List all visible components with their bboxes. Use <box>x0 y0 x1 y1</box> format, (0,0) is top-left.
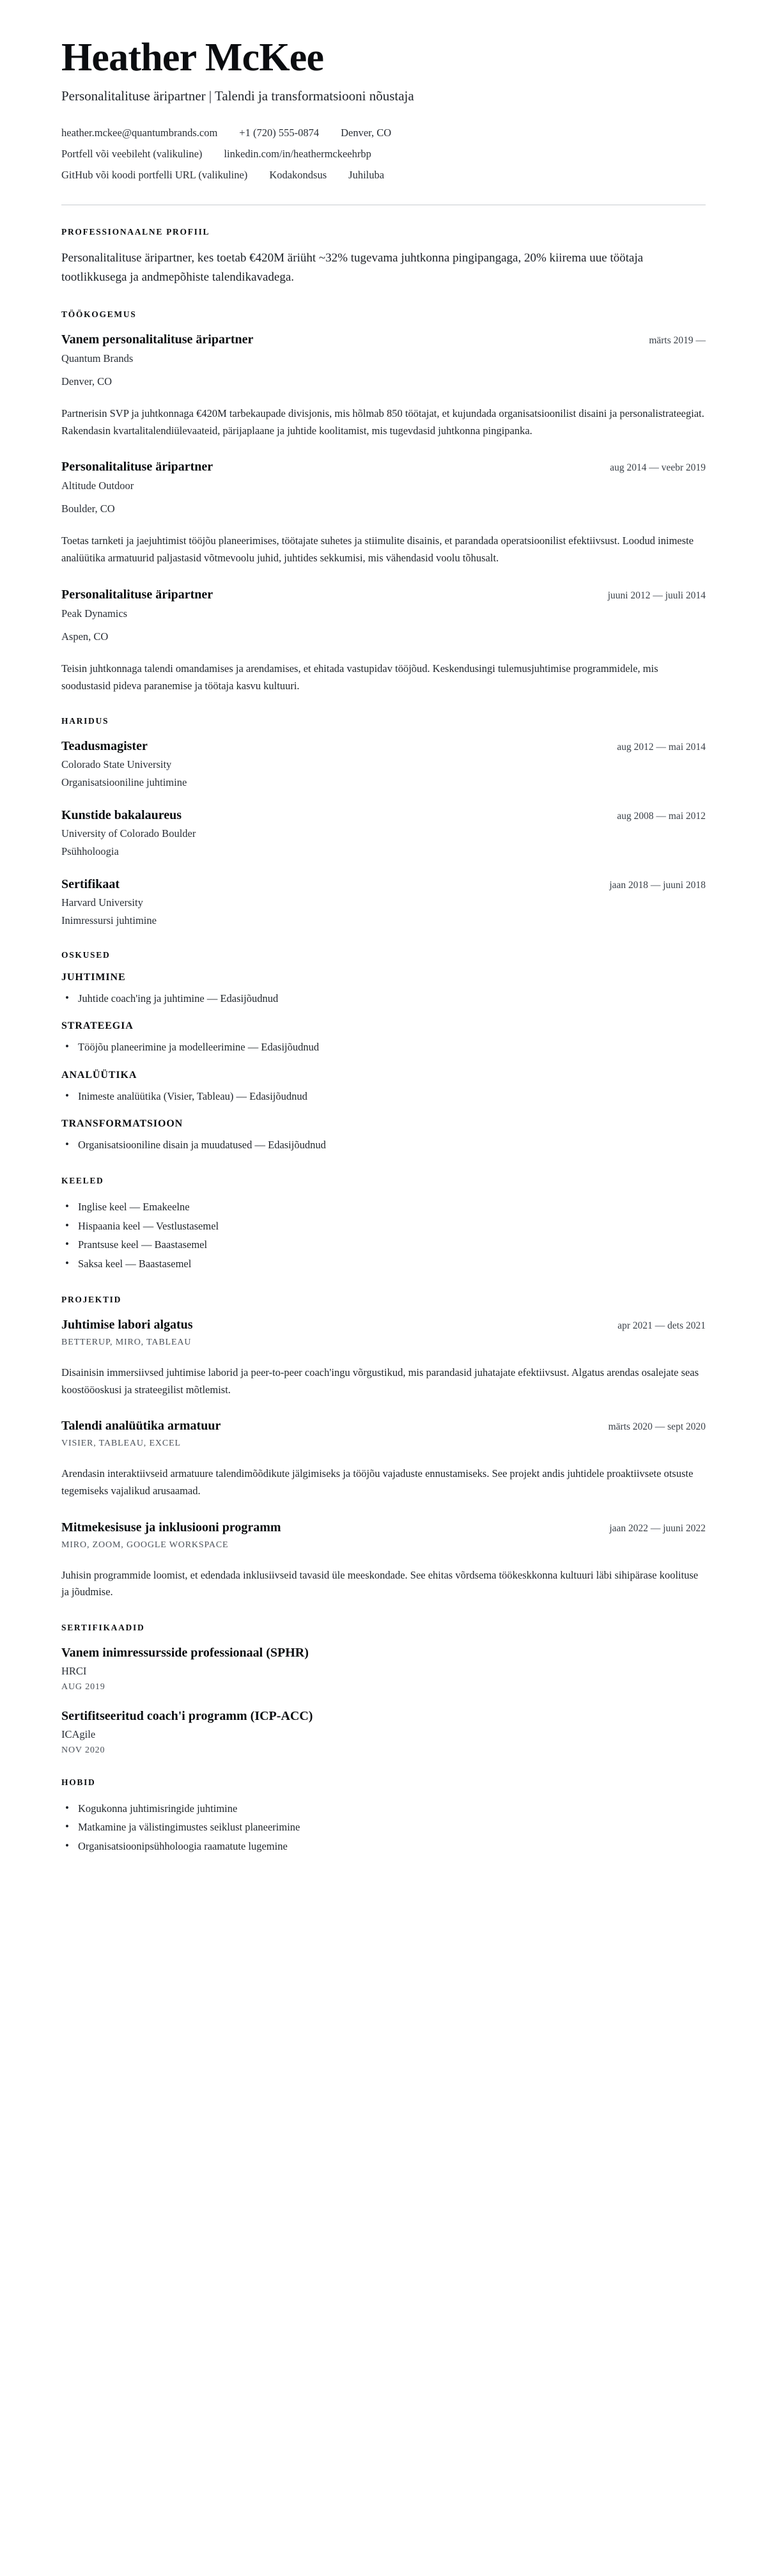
experience-entry <box>61 458 706 567</box>
experience-company: Quantum Brands <box>61 352 134 364</box>
experience-entry-head <box>61 331 706 348</box>
section-languages <box>61 1176 706 1272</box>
contact-email[interactable]: heather.mckee@quantumbrands.com <box>61 126 218 139</box>
education-field: Organisatsiooniline juhtimine <box>61 776 187 789</box>
project-entry-head <box>61 1519 706 1536</box>
contact-portfolio-label: Portfell või veebileht (valikuline) <box>61 147 203 160</box>
project-description: Disainisin immersiivsed juhtimise laborid ja peer-to-peer coach'ingu võrgustikud, mis parandasid juhatajate efektiivsust. Algatus arendas osalejate seas koostööoskusi ja strateegilist mõtlemist. <box>61 1366 699 1396</box>
education-school: University of Colorado Boulder <box>61 827 196 840</box>
education-entry-head <box>61 807 706 824</box>
skill-item: • Inimeste analüütika (Visier, Tableau) — Edasijõudnud <box>78 1087 706 1105</box>
skill-item: • Juhtide coach'ing ja juhtimine — Edasijõudnud <box>78 989 706 1008</box>
education-dates: aug 2008 — mai 2012 <box>617 811 706 822</box>
project-tech: VISIER, TABLEAU, EXCEL <box>61 1439 181 1449</box>
skill-item: • Organisatsiooniline disain ja muudatused — Edasijõudnud <box>78 1136 706 1154</box>
experience-location: Boulder, CO <box>61 503 115 515</box>
education-degree: Kunstide bakalaureus <box>61 808 182 823</box>
section-profile <box>61 227 706 288</box>
project-name: Mitmekesisuse ja inklusiooni programm <box>61 1520 281 1534</box>
contact-github-label: GitHub või koodi portfelli URL (valikuline) <box>61 168 248 181</box>
section-title-languages: KEELED <box>61 1176 104 1186</box>
experience-dates: juuni 2012 — juuli 2014 <box>607 589 706 601</box>
certification-name: Vanem inimressursside professionaal (SPHR) <box>61 1646 309 1660</box>
project-tech: MIRO, ZOOM, GOOGLE WORKSPACE <box>61 1540 229 1550</box>
certification-issuer: HRCI <box>61 1665 87 1678</box>
education-entry-head <box>61 738 706 754</box>
language-item: • Inglise keel — Emakeelne <box>78 1198 706 1216</box>
project-tech: BETTERUP, MIRO, TABLEAU <box>61 1337 192 1347</box>
section-title-education: HARIDUS <box>61 716 109 726</box>
language-list <box>61 1198 706 1272</box>
skill-group <box>61 1118 706 1154</box>
section-title-hobbies: HOBID <box>61 1777 96 1788</box>
section-projects <box>61 1295 706 1601</box>
education-degree: Teadusmagister <box>61 739 148 754</box>
skill-group-name: TRANSFORMATSIOON <box>61 1118 183 1130</box>
skill-item: • Tööjõu planeerimine ja modelleerimine — Edasijõudnud <box>78 1038 706 1056</box>
education-entry-head <box>61 876 706 893</box>
language-item: • Saksa keel — Baastasemel <box>78 1254 706 1273</box>
education-field: Inimressursi juhtimine <box>61 914 157 927</box>
experience-role: Personalitalituse äripartner <box>61 587 213 602</box>
experience-entry-head <box>61 586 706 603</box>
skill-group <box>61 972 706 1008</box>
hobby-list <box>61 1799 706 1855</box>
contact-row-portfolio <box>61 143 706 164</box>
contact-citizenship-label: Kodakondsus <box>269 168 327 181</box>
hobby-item: • Kogukonna juhtimisringide juhtimine <box>78 1799 706 1818</box>
education-entry <box>61 876 706 928</box>
contact-location: Denver, CO <box>341 126 392 139</box>
skill-group-name: STRATEEGIA <box>61 1020 134 1032</box>
experience-dates: märts 2019 — <box>649 334 706 346</box>
project-dates: jaan 2022 — juuni 2022 <box>609 1522 706 1534</box>
certification-date: AUG 2019 <box>61 1682 105 1692</box>
certification-date: NOV 2020 <box>61 1745 105 1756</box>
project-name: Juhtimise labori algatus <box>61 1317 193 1332</box>
experience-company: Peak Dynamics <box>61 607 128 620</box>
experience-location: Denver, CO <box>61 375 112 387</box>
contact-driverlicense-label: Juhiluba <box>348 168 385 181</box>
certification-entry <box>61 1708 706 1756</box>
hobby-item: • Organisatsioonipsühholoogia raamatute lugemine <box>78 1837 706 1855</box>
contact-row-primary <box>61 122 706 143</box>
section-education <box>61 716 706 928</box>
contact-row-extra <box>61 164 706 185</box>
project-dates: märts 2020 — sept 2020 <box>608 1421 706 1433</box>
certification-entry <box>61 1644 706 1692</box>
education-dates: aug 2012 — mai 2014 <box>617 742 706 753</box>
resume-sheet <box>61 37 706 1855</box>
candidate-headline: Personalitalituse äripartner | Talendi ja transformatsiooni nõustaja <box>61 88 414 104</box>
profile-summary: Personalitalituse äripartner, kes toetab €420M äriüht ~32% tugevama juhtkonna pingipangaga, 20% kiirema uue töötaja tootlikkusega ja andmepõhiste talendikavadega. <box>61 251 644 285</box>
project-description: Arendasin interaktiivseid armatuure talendimõõdikute jälgimiseks ja tööjõu vajaduste ennustamiseks. See projekt andis juhtidele proaktiivsete otsuste tegemiseks vajalikud arusaamad. <box>61 1467 693 1497</box>
section-hobbies <box>61 1777 706 1855</box>
experience-company: Altitude Outdoor <box>61 480 134 492</box>
section-certifications <box>61 1623 706 1756</box>
experience-dates: aug 2014 — veebr 2019 <box>610 462 706 474</box>
language-item: • Prantsuse keel — Baastasemel <box>78 1235 706 1254</box>
experience-location: Aspen, CO <box>61 630 109 643</box>
project-name: Talendi analüütika armatuur <box>61 1419 221 1433</box>
education-entry <box>61 807 706 859</box>
skill-list <box>61 1087 706 1105</box>
language-item: • Hispaania keel — Vestlustasemel <box>78 1217 706 1235</box>
certification-name: Sertifitseeritud coach'i programm (ICP-ACC) <box>61 1709 313 1724</box>
experience-role: Vanem personalitalituse äripartner <box>61 332 254 347</box>
experience-description: Toetas tarnketi ja jaejuhtimist tööjõu planeerimises, töötajate suhetes ja stiimulite disainis, et parandada operatsioonilist efektiivsust. Loodud inimeste analüütika armatuurid paljastasid võtmevoolu juhid, juhtides sekkumisi, mis vähendasid voolu tõhusalt. <box>61 535 694 565</box>
hobby-item: • Matkamine ja välistingimustes seiklust planeerimine <box>78 1818 706 1836</box>
skill-list <box>61 989 706 1008</box>
contact-phone[interactable]: +1 (720) 555-0874 <box>239 126 320 139</box>
experience-description: Teisin juhtkonnaga talendi omandamises ja arendamises, et ehitada vastupidav tööjõud. Keskendusingi tulemusjuhtimise programmidele, mis soodustasid pideva paranemise ja töötaja kasvu kultuuri. <box>61 662 658 692</box>
section-title-skills: OSKUSED <box>61 950 111 960</box>
section-experience <box>61 309 706 695</box>
project-entry-head <box>61 1417 706 1434</box>
project-entry-head <box>61 1316 706 1333</box>
education-degree: Sertifikaat <box>61 877 120 892</box>
section-title-projects: PROJEKTID <box>61 1294 122 1304</box>
section-skills <box>61 950 706 1154</box>
education-field: Psühholoogia <box>61 845 119 858</box>
education-dates: jaan 2018 — juuni 2018 <box>609 880 706 891</box>
skill-group-name: ANALÜÜTIKA <box>61 1069 137 1081</box>
experience-entry-head <box>61 458 706 475</box>
skill-list <box>61 1136 706 1154</box>
skill-group <box>61 1070 706 1105</box>
experience-entry <box>61 331 706 440</box>
contact-linkedin[interactable]: linkedin.com/in/heathermckeehrbp <box>224 147 371 160</box>
project-entry <box>61 1519 706 1601</box>
project-description: Juhisin programmide loomist, et edendada inklusiivseid tavasid üle meeskondade. See ehitas võrdsema töökeskkonna kultuuri läbi sihipärase koolituse ja jõudmise. <box>61 1568 699 1598</box>
experience-description: Partnerisin SVP ja juhtkonnaga €420M tarbekaupade divisjonis, mis hõlmab 850 töötajat, et kujundada organisatsioonilist disaini ja personalistrateegiat. Rakendasin kvartalitalendiülevaateid, pärijaplaane ja juhtide koolitamist, mis tugevdasid juhtkonna pingipanka. <box>61 407 704 437</box>
project-entry <box>61 1316 706 1398</box>
skill-group <box>61 1020 706 1056</box>
education-school: Harvard University <box>61 896 143 909</box>
section-title-experience: TÖÖKOGEMUS <box>61 309 137 319</box>
project-entry <box>61 1417 706 1499</box>
experience-role: Personalitalituse äripartner <box>61 460 213 474</box>
candidate-name: Heather McKee <box>61 36 324 79</box>
skill-list <box>61 1038 706 1056</box>
skill-group-name: JUHTIMINE <box>61 972 126 983</box>
project-dates: apr 2021 — dets 2021 <box>617 1320 706 1331</box>
section-title-certifications: SERTIFIKAADID <box>61 1623 145 1633</box>
section-title-profile: PROFESSIONAALNE PROFIIL <box>61 226 210 237</box>
education-entry <box>61 738 706 790</box>
experience-entry <box>61 586 706 695</box>
education-school: Colorado State University <box>61 758 172 771</box>
certification-issuer: ICAgile <box>61 1728 96 1741</box>
resume-header <box>61 37 706 205</box>
